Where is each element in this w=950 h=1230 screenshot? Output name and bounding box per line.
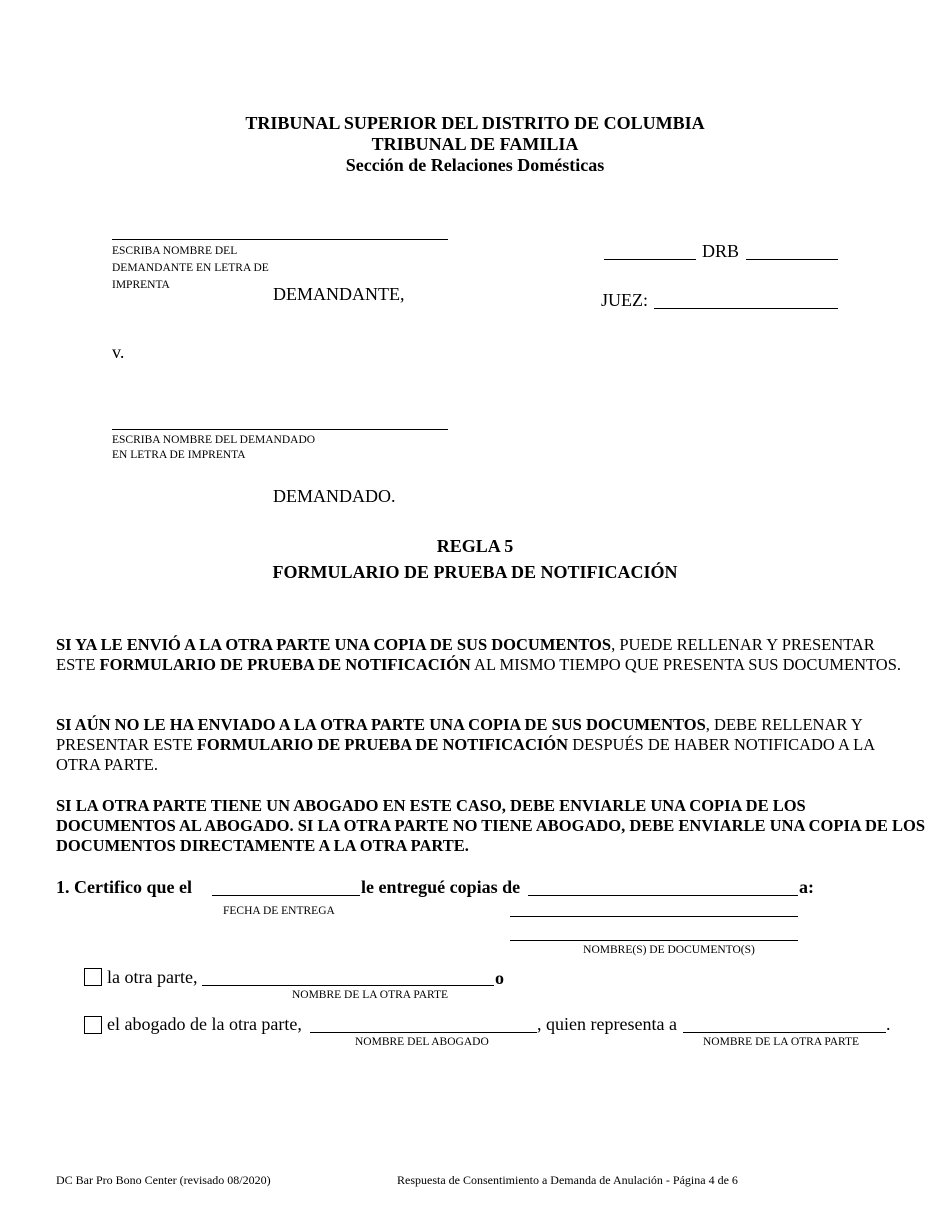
instruction-1-text-a: , PUEDE RELLENAR Y PRESENTAR ESTE — [56, 635, 875, 674]
rule-title: REGLA 5 — [436, 536, 514, 556]
defendant-name-field[interactable] — [112, 429, 448, 430]
certify-end: a: — [799, 877, 814, 897]
option-other-party-label: la otra parte, — [107, 967, 198, 987]
documents-field-line-1[interactable] — [528, 895, 798, 896]
court-division: TRIBUNAL DE FAMILIA — [371, 134, 579, 154]
plaintiff-hint-3: IMPRENTA — [112, 279, 170, 291]
delivery-date-hint: FECHA DE ENTREGA — [223, 905, 335, 917]
option-other-party-suffix: o — [495, 968, 504, 988]
case-number-field[interactable] — [746, 259, 838, 260]
option-attorney-checkbox[interactable] — [84, 1016, 102, 1034]
attorney-name-field[interactable] — [310, 1032, 537, 1033]
instruction-2-bold: SI AÚN NO LE HA ENVIADO A LA OTRA PARTE UNA COPIA DE SUS DOCUMENTOS — [56, 715, 706, 734]
case-number-prefix-field[interactable] — [604, 259, 696, 260]
form-title: FORMULARIO DE PRUEBA DE NOTIFICACIÓN — [272, 562, 678, 582]
option-attorney-label: el abogado de la otra parte, — [107, 1014, 302, 1034]
footer-left: DC Bar Pro Bono Center (revisado 08/2020) — [56, 1173, 271, 1187]
represented-party-field[interactable] — [683, 1032, 886, 1033]
plaintiff-hint-2: DEMANDANTE EN LETRA DE — [112, 262, 269, 274]
instruction-1-bold: SI YA LE ENVIÓ A LA OTRA PARTE UNA COPIA DE SUS DOCUMENTOS — [56, 635, 612, 654]
documents-field-line-3[interactable] — [510, 940, 798, 941]
instruction-paragraph-3: SI LA OTRA PARTE TIENE UN ABOGADO EN ESTE CASO, DEBE ENVIARLE UNA COPIA DE LOS DOCUMENTOS AL ABOGADO. SI LA OTRA PARTE NO TIENE ABOGADO, DEBE ENVIARLE UNA COPIA DE LOS DOCUMENTOS DIRECTAMENTE A LA OTRA PARTE. — [56, 796, 926, 855]
footer-center: Respuesta de Consentimiento a Demanda de Anulación - Página 4 de 6 — [397, 1173, 738, 1187]
other-party-name-hint: NOMBRE DE LA OTRA PARTE — [291, 989, 449, 1001]
documents-field-line-2[interactable] — [510, 916, 798, 917]
option-other-party-checkbox[interactable] — [84, 968, 102, 986]
court-section: Sección de Relaciones Domésticas — [345, 155, 605, 175]
option-attorney-mid: , quien representa a — [537, 1014, 677, 1034]
instruction-1-text-b: AL MISMO TIEMPO QUE PRESENTA SUS DOCUMENTOS. — [470, 655, 902, 674]
instruction-2-bold-form: FORMULARIO DE PRUEBA DE NOTIFICACIÓN — [196, 735, 569, 754]
attorney-name-hint: NOMBRE DEL ABOGADO — [355, 1036, 489, 1048]
delivery-date-field[interactable] — [212, 895, 360, 896]
defendant-label: DEMANDADO. — [273, 486, 396, 506]
documents-hint: NOMBRE(S) DE DOCUMENTO(S) — [583, 944, 755, 956]
instruction-1-bold-form: FORMULARIO DE PRUEBA DE NOTIFICACIÓN — [99, 655, 471, 674]
instruction-2-text-b: DESPUÉS DE HABER NOTIFICADO A LA OTRA PARTE. — [56, 735, 875, 774]
plaintiff-name-field[interactable] — [112, 239, 448, 240]
case-type-label: DRB — [702, 241, 740, 261]
other-party-name-field[interactable] — [202, 985, 494, 986]
judge-label: JUEZ: — [601, 290, 648, 310]
versus: v. — [112, 342, 125, 362]
represented-party-hint: NOMBRE DE LA OTRA PARTE — [703, 1036, 860, 1048]
plaintiff-label: DEMANDANTE, — [273, 284, 405, 304]
certify-mid: le entregué copias de — [361, 877, 521, 897]
instruction-paragraph-2 — [56, 715, 916, 775]
judge-name-field[interactable] — [654, 308, 838, 309]
certify-lead: 1. Certifico que el — [56, 877, 192, 897]
instruction-paragraph-1 — [56, 635, 916, 675]
court-name: TRIBUNAL SUPERIOR DEL DISTRITO DE COLUMBIA — [245, 113, 705, 133]
defendant-hint-1: ESCRIBA NOMBRE DEL DEMANDADO — [112, 434, 316, 446]
defendant-hint-2: EN LETRA DE IMPRENTA — [112, 449, 246, 461]
plaintiff-hint-1: ESCRIBA NOMBRE DEL — [112, 245, 238, 257]
option-attorney-end: . — [886, 1014, 891, 1034]
instruction-2-text-a: , DEBE RELLENAR Y PRESENTAR ESTE — [56, 715, 863, 754]
